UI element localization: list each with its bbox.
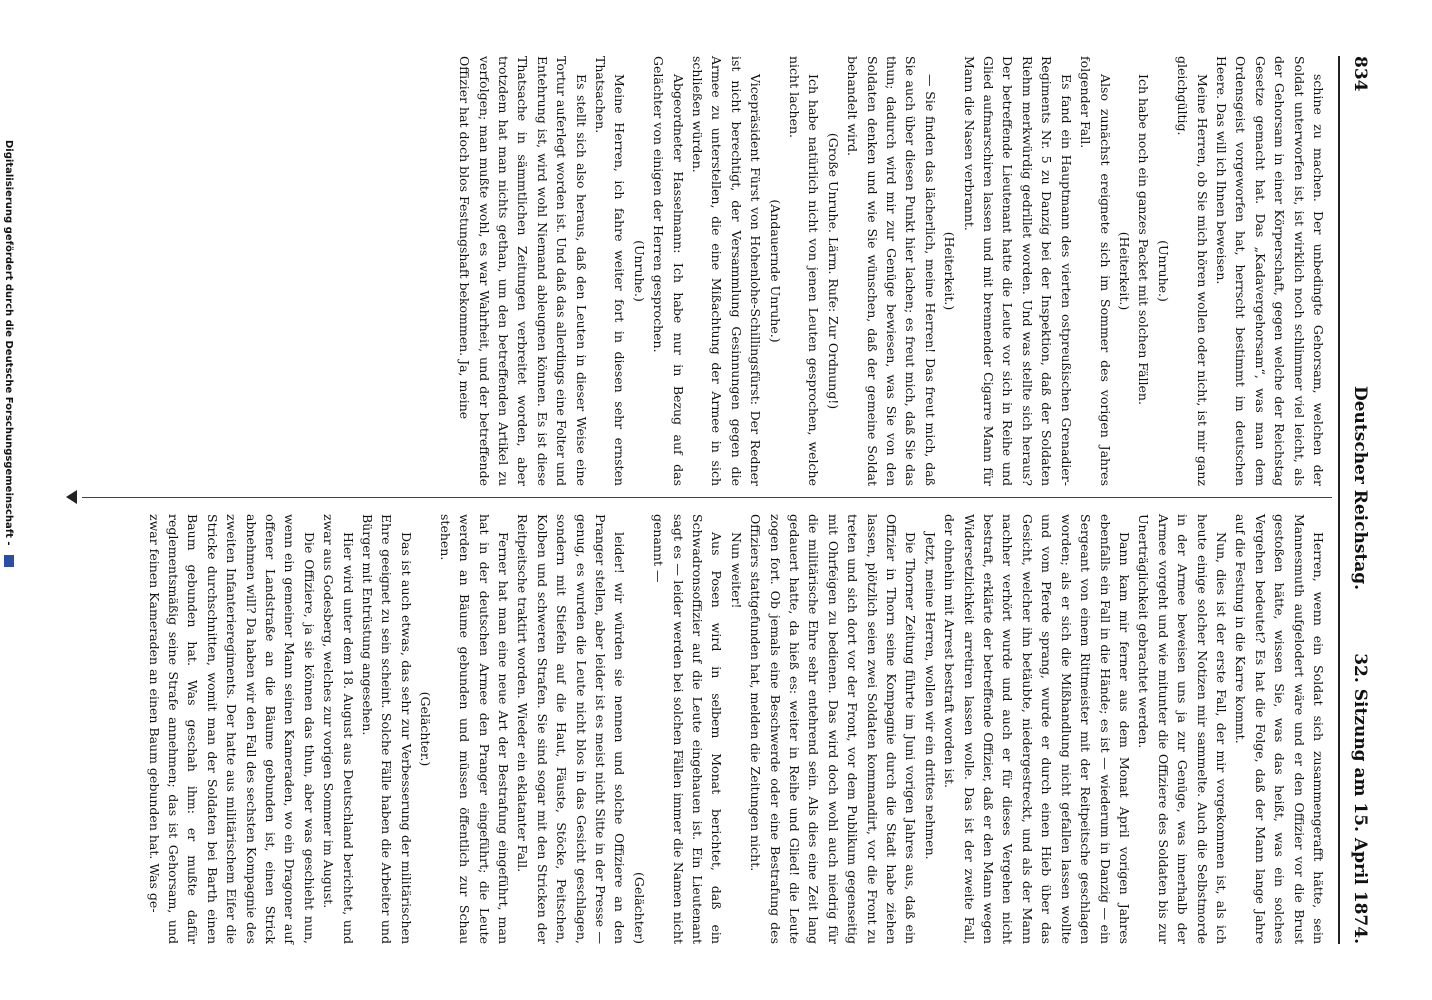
stage-direction: (Gelächter) — [631, 871, 647, 944]
left-text-column — [455, 56, 1328, 486]
paragraph: Die Thorner Zeitung führte im Juni vorigen Jahres aus, daß ein Offizier in Thorn seine Kompagnie durch die Stadt habe ziehen lassen, plötzlich seien zwei Soldaten kommandirt, vor die Front zu treten und sich dort vor der Front, vor dem Publikum gegenseitig mit Ohrfeigen zu bedienen. Das wird doch wohl auch niedrig für die militärische Ehre sehr entehrend sein. Als dies eine Zeit lang gedauert hatte, da hieß es: weiter in Reihe und Glied! die Leute zogen fort. Ob jemals eine Beschwerde oder eine Bestrafung des Offiziers stattgefunden hat, melden die Zeitungen nicht. — [748, 514, 919, 944]
page-header — [1342, 56, 1370, 944]
paragraph: schine zu machen. Der unbedingte Gehorsam, welchen der Soldat unterworfen ist, ist wirklich noch schlimmer viel leicht, als der Gehorsam in einer Körperschaft, gegen welche der Reichstag Gesetze gemacht hat. Das „Kadavergehorsam“, was man dem Ordensgeist vorgeworfen hat, herrscht bestimmt im deutschen Heere. Das will ich Ihnen beweisen. — [1213, 56, 1326, 486]
dfg-logo-icon — [4, 555, 14, 567]
paragraph: Herren, wenn ein Soldat sich zusammengerafft hätte, sein Mannesmuth aufgelodert wäre und er den Offizier vor die Brust gestoßen hätte, wissen Sie, was das heißt, was ein solches Vergehen bedeutet? Es hat die Folge, daß der Mann lange Jahre auf die Festung in die Karre kommt. — [1233, 514, 1326, 944]
paragraph: leider! wir würden sie nennen und solche Offiziere an den Pranger stellen, aber leider ist es meist nicht Sitte in der Presse — genug, es wurden die Leute nicht blos in das Gesicht geschlagen, sondern mit Stiefeln auf die Haut, Fäuste, Stöcke, Peitschen, Kolben und schweren Strafen. Sie sind sogar mit den Stricken der Reitpeitsche traktirt worden. Wieder ein eklatanter Fall. — [515, 514, 628, 944]
stage-direction: (Gelächter.) — [418, 691, 434, 767]
paragraph: Die Offiziere, ja sie können das thun, aber was geschieht nun, wenn ein gemeiner Mann seinen Kameraden, wo ein Dragoner auf offener Landstraße an die Bäume gebunden ist, einen Strick abnehmen will? Da haben wir den Fall des sechsten Kompagnie des zweiten Infanterieregiments. Der hatte aus militärischem Eifer die Stricke durchschnitten, womit man der Soldaten bei Barth einen Baum gebunden hat. Was geschah ihm: er mußte dafür reglementsmäßig seine Strafe annehmen; das ist Gehorsam, und zwar feinen Kameraden an einen Baum gebunden hat. Was ge- — [146, 514, 317, 944]
paragraph: Ich habe natürlich nicht von jenen Leuten gesprochen, welche nicht lachen. — [787, 56, 822, 486]
paragraph: Ich habe noch ein ganzes Packet mit solchen Fällen. — [1136, 74, 1152, 405]
stage-direction: (Heiterkeit.) — [942, 231, 958, 311]
paragraph: Dann kam mir ferner aus dem Monat April vorigen Jahres ebenfalls ein Fall in die Hände; es ist — wiederum in Danzig — ein Sergeant von einem Rittmeister mit der Reitpeitsche geschlagen worden; als er sich die Mißhandlung nicht gefallen lassen wollte und vom Pferde sprang, wurde er durch einen Hieb über das Gesicht, welcher ihn betäubte, niedergestreckt, und als der Mann nachher verhört wurde und auch er für dieses Vergehen nicht bestraft, erklärte der betreffende Offizier, daß er den Mann wegen Widersetzlichkeit arretiren lassen wolle. Das ist der zweite Fall, der ohnehin mit Arrest bestraft worden ist. — [942, 514, 1132, 944]
footer-text: Digitalisierung gefördert durch die Deutsche Forschungsgemeinschaft - — [3, 140, 14, 546]
column-divider — [82, 497, 1332, 498]
digitization-footer — [3, 140, 14, 1000]
stage-direction: (Unruhe.) — [631, 240, 647, 302]
session-line: 32. Sitzung am 15. April 1874. — [1350, 653, 1370, 944]
stage-direction: (Heiterkeit.) — [1116, 231, 1132, 311]
paragraph: Das ist auch etwas, das sehr zur Verbesserung der militärischen Ehre geeignet zu sein scheint. Solche Fälle haben die Arbeiter und Bürger mit Entrüstung angesehen. — [360, 514, 414, 944]
stage-direction: (Große Unruhe. Lärm. Rufe: Zur Ordnung!) — [825, 132, 841, 410]
paragraph: Also zunächst ereignete sich im Sommer des vorigen Jahres folgender Fall. — [1078, 56, 1113, 486]
paragraph: Jetzt, meine Herren, wollen wir ein drittes nehmen. — [922, 532, 938, 860]
stage-direction: (Andauernde Unruhe.) — [767, 199, 783, 343]
stage-direction: (Unruhe.) — [1155, 240, 1171, 302]
publication-title: Deutscher Reichstag. — [1350, 386, 1370, 591]
paragraph: Meine Herren, ob Sie mich hören wollen oder nicht, ist mir ganz gleichgültig. — [1175, 56, 1210, 486]
right-text-column — [144, 514, 1328, 944]
paragraph: Aus Posen wird in selbem Monat berichtet, daß ein Schwadronsoffizier auf die Leute eingehauen ist. Ein Lieutenant sagt es — leider werden bei solchen Fällen immer die Namen nicht genannt — — [651, 514, 725, 944]
paragraph: — Sie finden das lächerlich, meine Herren! Das freut mich, daß Sie auch über diesen Punkt hier lachen; es freut mich, daß Sie das thun; dadurch wird mir zur Genüge bewiesen, was Sie von den Soldaten denken und wie Sie wünschen, daß der gemeine Soldat behandelt wird. — [845, 56, 938, 486]
paragraph: Hier wird unter dem 18. August aus Deutschland berichtet, und zwar aus Godesberg, welches zur vorigen Sommer im August. — [321, 514, 356, 944]
paragraph: Ferner hat man eine neue Art der Bestrafung eingeführt, man hat in der deutschen Armee den Pranger eingeführt; die Leute werden an Bäume gebunden und müssen öffentlich zur Schau stehen. — [437, 514, 511, 944]
paragraph: Abgeordneter Hasselmann: Ich habe nur in Bezug auf das Gelächter von einigen der Herren gesprochen. — [651, 56, 686, 486]
paragraph: Nun weiter! — [728, 532, 744, 609]
paragraph: Meine Herren, ich fahre weiter fort in diesen sehr ernsten Thatsachen. — [592, 56, 628, 486]
paragraph: Nun, dies ist der erste Fall, der mir vorgekommen ist, als ich heute einige solcher Notizen mir sammelte. Auch die Selbstmorde in der Armee beweisen uns ja zur Genüge, was innerhalb der Armee vorgeht und wie mitunter die Offiziere des Soldaten bis zur Unerträglichkeit gebrachtet werden. — [1136, 514, 1229, 944]
paragraph: Es fand ein Hauptmann des vierten ostpreußischen Grenadier-Regiments Nr. 5 zu Danzig bei der Inspektion, daß der Soldaten Riehm merkwürdig gedrillet worden. Und was stellte sich heraus? Der betreffende Lieutenant hatte die Leute vor sich in Reihe und Glied aufmarschiren lassen und mit brennender Cigarre Mann für Mann die Nasen verbrannt. — [961, 56, 1074, 486]
header-rule — [1338, 56, 1340, 944]
paragraph: Vicepräsident Fürst von Hohenlohe-Schillingsfürst: Der Redner ist nicht berechtigt, der Versammlung Gesinnungen gegen die Armee zu unterstellen, die eine Mißachtung der Armee in sich schließen würden. — [690, 56, 764, 486]
triangle-marker-icon — [66, 490, 77, 504]
page-number: 834 — [1350, 56, 1370, 92]
paragraph: Es stellt sich also heraus, daß den Leuten in dieser Weise eine Tortur auferlegt worden ist. Und daß das allerdings eine Folter und Entehrung ist, wird wohl Niemand ableugnen können. Es ist diese Thatsache in sämmtlichen Zeitungen verbreitet worden, aber trotzdem hat man nichts gethan, um den betreffenden Artikel zu verfolgen; man mußte wohl, es war Wahrheit, und der betreffende Offizier hat doch blos Festungshaft bekommen. Ja, meine — [457, 56, 589, 486]
